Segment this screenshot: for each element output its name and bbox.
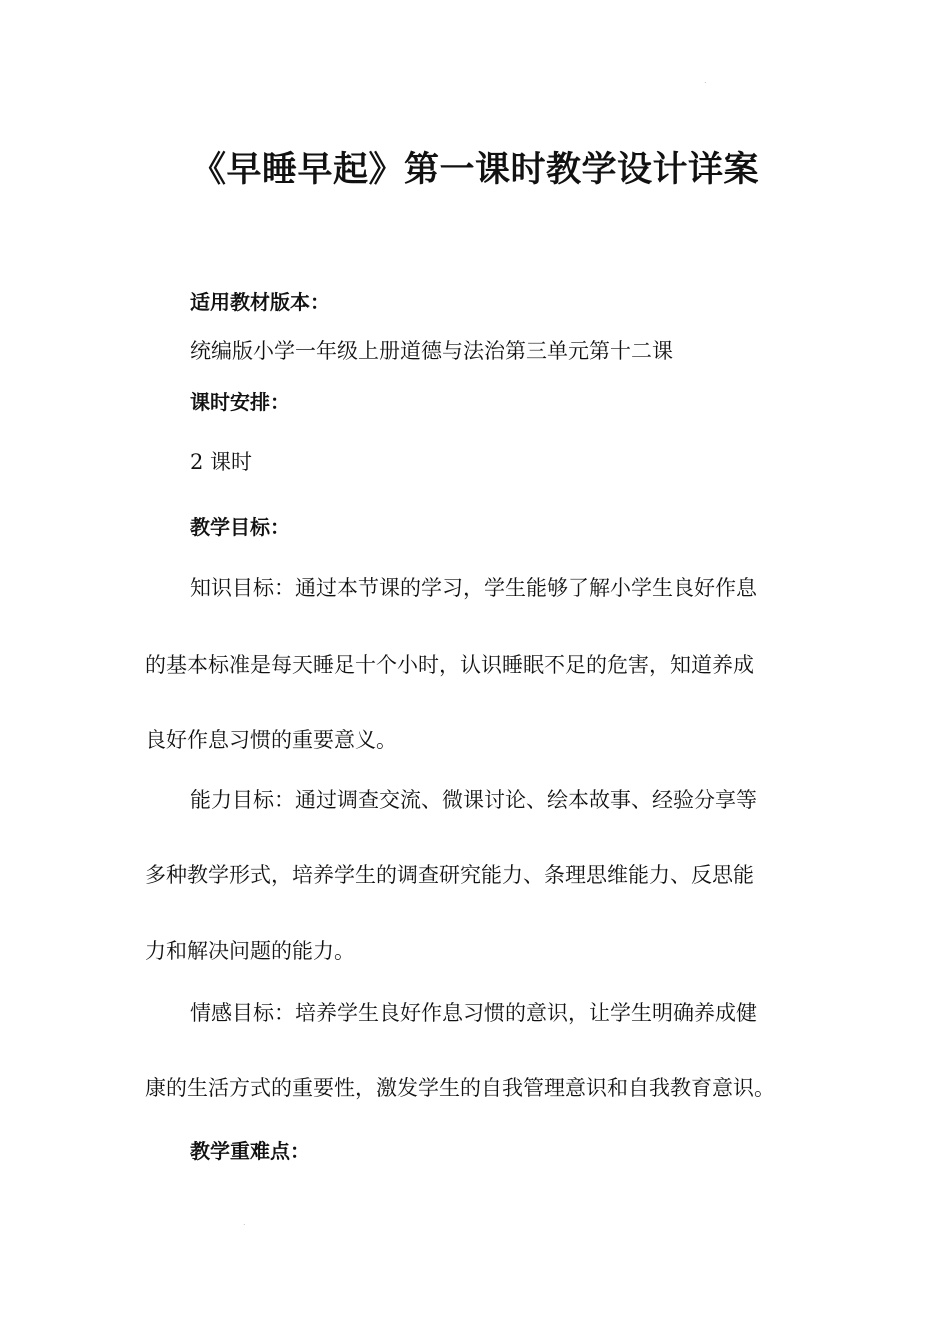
ability-goal-line: 多种教学形式，培养学生的调查研究能力、条理思维能力、反思能 xyxy=(145,863,754,887)
ability-goal-line: 力和解决问题的能力。 xyxy=(145,939,355,963)
knowledge-goal-line: 良好作息习惯的重要意义。 xyxy=(145,728,397,752)
schedule-heading: 课时安排： xyxy=(190,390,290,414)
document-title: 《早睡早起》第一课时教学设计详案 xyxy=(190,150,759,190)
key-points-heading: 教学重难点： xyxy=(190,1139,310,1163)
ability-goal-line: 能力目标：通过调查交流、微课讨论、绘本故事、经验分享等 xyxy=(190,788,757,812)
page-mark-bottom: . xyxy=(243,1218,246,1227)
knowledge-goal-line: 知识目标：通过本节课的学习，学生能够了解小学生良好作息 xyxy=(190,576,757,600)
page-mark-top: . xyxy=(704,76,707,85)
emotion-goal-line: 情感目标：培养学生良好作息习惯的意识，让学生明确养成健 xyxy=(190,1001,757,1025)
emotion-goal-line: 康的生活方式的重要性，激发学生的自我管理意识和自我教育意识。 xyxy=(145,1076,775,1100)
schedule-value: 2 课时 xyxy=(190,450,253,474)
edition-heading: 适用教材版本： xyxy=(190,290,330,314)
edition-value: 统编版小学一年级上册道德与法治第三单元第十二课 xyxy=(190,339,673,363)
goals-heading: 教学目标： xyxy=(190,515,290,539)
knowledge-goal-line: 的基本标准是每天睡足十个小时，认识睡眠不足的危害，知道养成 xyxy=(145,653,754,677)
